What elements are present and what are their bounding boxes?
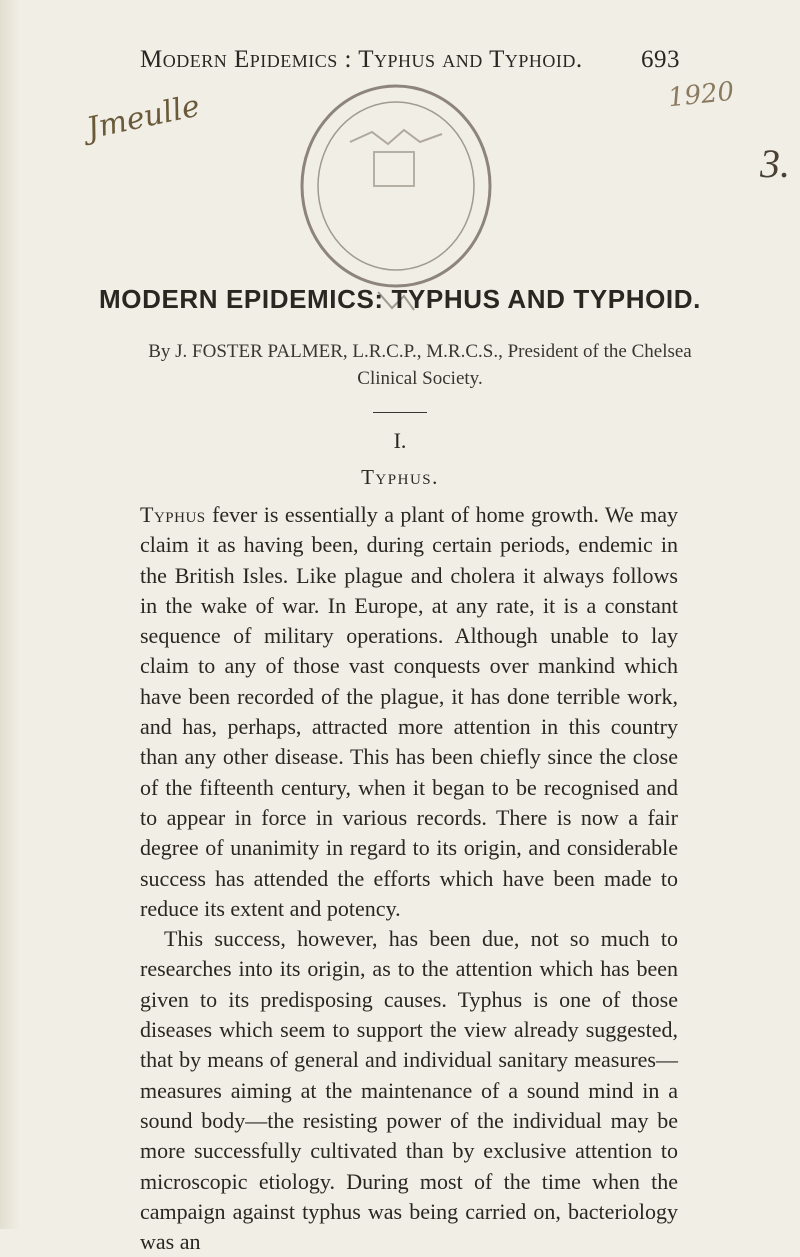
body-text [140,500,678,1257]
section-divider [373,412,427,413]
byline [120,338,720,392]
paragraph-lead-word: Typhus [140,502,206,527]
handwritten-stamp-number: 1920 [666,76,736,114]
paragraph-2: This success, however, has been due, not so much to researches into its origin, as to the attention which has been given to its predisposing causes. Typhus is one of those diseases which seem to support the view already suggested, that by means of general and individual sanitary measures—measures aiming at the maintenance of a sound mind in a sound body—the resisting power of the individual may be more successfully cultivated than by exclusive attention to microscopic etiology. During most of the time when the campaign against typhus was being carried on, bacteriology was an [140,926,678,1255]
page-edge [0,0,20,1229]
section-title: Typhus. [361,465,439,489]
article-title: MODERN EPIDEMICS: TYPHUS AND TYPHOID. [99,284,701,314]
byline-affiliation: President of the Chelsea Clinical Society. [357,341,692,389]
paragraph-1-text: fever is essentially a plant of home growth. We may claim it as having been, during certain periods, endemic in the British Isles. Like plague and cholera it always follows in the wake of war. In Europe, at any rate, it is a constant sequence of military operations. Although unable to lay claim to any of those vast conquests over mankind which have been recorded of the plague, it has done terrible work, and has, perhaps, attracted more attention in this country than any other disease. This has been chiefly since the close of the fifteenth century, when it began to be recognised and to appear in force in various records. There is now a fair degree of unanimity in regard to its origin, and considerable success has attended the efforts which have been made to reduce its extent and potency. [140,502,678,921]
page-number: 693 [641,46,680,73]
running-head [140,46,680,74]
handwritten-side-number: 3. [760,141,790,186]
paragraph-1 [140,500,678,924]
running-head-title: Modern Epidemics : Typhus and Typhoid. [140,46,583,73]
handwritten-signature: Jmeulle [83,88,203,147]
byline-author: By J. FOSTER PALMER, L.R.C.P., M.R.C.S., [148,341,503,362]
section-number: I. [393,428,407,453]
